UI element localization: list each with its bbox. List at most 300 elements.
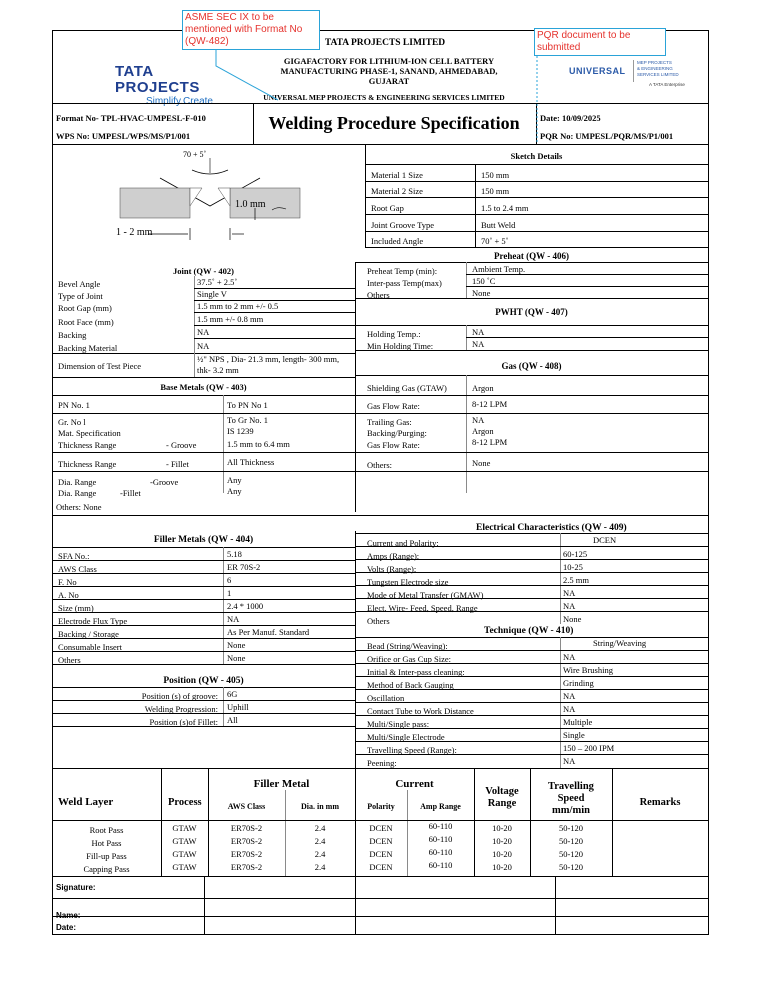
electrical-row-label: Amps (Range): bbox=[367, 551, 420, 561]
sketch-row-label: Material 1 Size bbox=[371, 170, 423, 180]
project-line-1: GIGAFACTORY FOR LITHIUM-ION CELL BATTERY bbox=[283, 56, 495, 66]
sketch-row-label: Material 2 Size bbox=[371, 186, 423, 196]
joint-row-line bbox=[194, 288, 355, 289]
signature-line bbox=[52, 898, 709, 899]
technique-row-label: Initial & Inter-pass cleaning: bbox=[367, 667, 465, 677]
joint-row-line bbox=[194, 338, 355, 339]
filler-row-line bbox=[52, 586, 355, 587]
electrical-top bbox=[355, 533, 709, 534]
signature-col-line bbox=[355, 876, 356, 934]
preheat-row-label: Inter-pass Temp(max) bbox=[367, 278, 442, 288]
technique-row-value: NA bbox=[563, 652, 576, 662]
col-polarity: Polarity bbox=[367, 802, 395, 811]
weld-row-aws: ER70S-2 bbox=[230, 849, 263, 859]
weld-row-layer: Capping Pass bbox=[83, 864, 130, 874]
filler-top bbox=[52, 547, 355, 548]
gas-row-line bbox=[355, 452, 709, 453]
electrical-row-value: 60-125 bbox=[563, 549, 588, 559]
pwht-row-value: NA bbox=[472, 339, 485, 349]
col-voltage-line-1: Voltage bbox=[485, 786, 519, 797]
position-top bbox=[52, 687, 355, 688]
gas-row-value: NA bbox=[472, 415, 485, 425]
technique-row-value: NA bbox=[563, 691, 576, 701]
position-row-line bbox=[52, 713, 355, 714]
electrical-row-line bbox=[355, 598, 709, 599]
weld-row-dia: 2.4 bbox=[314, 823, 326, 833]
joint-row-value: 1.5 mm +/- 0.8 mm bbox=[197, 314, 264, 324]
joint-row-line bbox=[194, 300, 355, 301]
header-divider-1 bbox=[52, 103, 709, 104]
joint-row-label: Root Face (mm) bbox=[58, 317, 114, 327]
electrical-row-value: 10-25 bbox=[563, 562, 583, 572]
section-1-bottom bbox=[52, 515, 709, 516]
electrical-row-label: Elect. Wire- Feed, Speed, Range bbox=[367, 603, 478, 613]
sketch-row-value: 1.5 to 2.4 mm bbox=[481, 203, 529, 213]
weld-row-layer: Hot Pass bbox=[91, 838, 122, 848]
pwht-row-label: Min Holding Time: bbox=[367, 341, 434, 351]
technique-row-value: NA bbox=[563, 704, 576, 714]
weld-row-dia: 2.4 bbox=[314, 836, 326, 846]
preheat-row-label: Others bbox=[367, 290, 390, 300]
base-row-line bbox=[52, 471, 355, 472]
weld-row-dia: 2.4 bbox=[314, 849, 326, 859]
sketch-row-value: 150 mm bbox=[481, 170, 510, 180]
company-name: TATA PROJECTS LIMITED bbox=[324, 38, 446, 48]
universal-logo-sub-2: & ENGINEERING bbox=[637, 66, 673, 71]
filler-row-line bbox=[52, 612, 355, 613]
asme-callout-line-2: mentioned with Format No bbox=[185, 24, 303, 35]
base-row-line bbox=[52, 452, 355, 453]
weld-row-aws: ER70S-2 bbox=[230, 823, 263, 833]
position-row-label: Position (s)of Fillet: bbox=[149, 717, 218, 727]
weld-row-polarity: DCEN bbox=[369, 823, 393, 833]
signature-col-line bbox=[555, 876, 556, 934]
filler-row-line bbox=[52, 560, 355, 561]
filler-row-value: 5.18 bbox=[227, 549, 242, 559]
universal-logo-sub-3: SERVICES LIMITED bbox=[637, 72, 679, 77]
weld-row-polarity: DCEN bbox=[369, 836, 393, 846]
joint-row-line bbox=[194, 325, 355, 326]
filler-row-value: 6 bbox=[227, 575, 232, 585]
document-title: Welding Procedure Specification bbox=[268, 113, 520, 133]
electrical-title: Electrical Characteristics (QW - 409) bbox=[476, 523, 627, 533]
gas-top bbox=[355, 375, 709, 376]
test-piece-value-2: thk- 3.2 mm bbox=[197, 365, 239, 375]
filler-row-value: NA bbox=[227, 614, 240, 624]
base-row-label: Dia. Range bbox=[58, 477, 97, 487]
base-row-line bbox=[52, 413, 355, 414]
weld-row-amps: 60-110 bbox=[428, 821, 453, 831]
base-row-value: All Thickness bbox=[227, 457, 275, 467]
technique-row-label: Peening: bbox=[367, 758, 397, 768]
preheat-divider bbox=[466, 262, 467, 298]
base-metals-title: Base Metals (QW - 403) bbox=[160, 382, 247, 392]
universal-logo-tagline: A TATA Enterprise bbox=[649, 82, 685, 87]
filler-title: Filler Metals (QW - 404) bbox=[153, 535, 254, 545]
universal-logo bbox=[569, 56, 694, 96]
sketch-row-line bbox=[365, 214, 709, 215]
position-row-line bbox=[52, 700, 355, 701]
preheat-top bbox=[355, 262, 709, 263]
electrical-row-line bbox=[355, 559, 709, 560]
weld-row-voltage: 10-20 bbox=[492, 823, 512, 833]
technique-row-label: Multi/Single pass: bbox=[367, 719, 430, 729]
joint-row-value: 1.5 mm to 2 mm +/- 0.5 bbox=[197, 301, 279, 311]
weld-row-aws: ER70S-2 bbox=[230, 862, 263, 872]
joint-row-label: Bevel Angle bbox=[58, 279, 101, 289]
technique-row-value: Grinding bbox=[563, 678, 594, 688]
asme-review-callout bbox=[182, 10, 320, 50]
col-travel-speed bbox=[530, 781, 612, 817]
electrical-row-line bbox=[355, 585, 709, 586]
pwht-title: PWHT (QW - 407) bbox=[495, 307, 568, 317]
filler-row-label: A. No bbox=[58, 590, 79, 600]
filler-row-line bbox=[52, 651, 355, 652]
universal-logo-sub bbox=[637, 60, 679, 78]
preheat-row-value: None bbox=[472, 288, 491, 298]
col-amp-range: Amp Range bbox=[420, 802, 461, 811]
gas-row-label: Shielding Gas (GTAW) bbox=[367, 383, 447, 393]
preheat-bottom bbox=[355, 298, 709, 299]
table-header-bottom bbox=[52, 820, 709, 821]
technique-row-line bbox=[355, 715, 709, 716]
weld-row-speed: 50-120 bbox=[558, 836, 584, 846]
technique-row-value: Multiple bbox=[563, 717, 593, 727]
middle-divider bbox=[355, 262, 356, 512]
technique-row-line bbox=[355, 754, 709, 755]
filler-row-label: SFA No.: bbox=[58, 551, 90, 561]
pqr-review-callout bbox=[534, 28, 666, 56]
electrical-row-value: NA bbox=[563, 601, 576, 611]
joint-row-value: 37.5˚ + 2.5˚ bbox=[197, 277, 238, 287]
joint-sketch bbox=[110, 148, 310, 243]
position-title: Position (QW - 405) bbox=[163, 676, 244, 686]
weld-row-layer: Root Pass bbox=[89, 825, 124, 835]
base-metals-top bbox=[52, 395, 355, 396]
base-row-sub: -Groove bbox=[150, 477, 179, 487]
weld-row-voltage: 10-20 bbox=[492, 836, 512, 846]
sketch-row-line bbox=[365, 231, 709, 232]
table-right-border bbox=[708, 768, 709, 935]
technique-row-label: Travelling Speed (Range): bbox=[367, 745, 457, 755]
base-row-label: Thickness Range bbox=[58, 459, 117, 469]
date-label: Date: bbox=[56, 923, 77, 932]
gas-divider bbox=[466, 375, 467, 493]
col-dia: Dia. in mm bbox=[301, 802, 339, 811]
electrical-row-value: None bbox=[563, 614, 582, 624]
col-current: Current bbox=[395, 778, 434, 790]
header-divider-2 bbox=[52, 144, 709, 145]
base-row-value: To Gr No. 1 bbox=[227, 415, 268, 425]
left-border-2 bbox=[52, 515, 53, 771]
joint-row-value: NA bbox=[197, 341, 210, 351]
sketch-details-title: Sketch Details bbox=[510, 151, 563, 161]
signature-label: Signature: bbox=[56, 883, 96, 892]
preheat-row-line bbox=[466, 274, 709, 275]
technique-row-value: NA bbox=[563, 756, 576, 766]
weld-row-aws: ER70S-2 bbox=[230, 836, 263, 846]
preheat-title: Preheat (QW - 406) bbox=[494, 251, 569, 261]
project-line-3: GUJARAT bbox=[368, 76, 410, 86]
gas-row-line bbox=[355, 395, 709, 396]
asme-callout-line-1: ASME SEC IX to be bbox=[185, 12, 274, 23]
joint-row-line bbox=[194, 312, 355, 313]
right-border-2 bbox=[708, 515, 709, 771]
preheat-row-value: Ambient Temp. bbox=[472, 264, 526, 274]
joint-row-value: Single V bbox=[197, 289, 227, 299]
col-voltage-line-2: Range bbox=[487, 798, 517, 809]
gas-title: Gas (QW - 408) bbox=[501, 361, 562, 371]
sketch-row-value: 150 mm bbox=[481, 186, 510, 196]
joint-bottom bbox=[52, 377, 355, 378]
weld-row-amps: 60-110 bbox=[428, 847, 453, 857]
position-row-line bbox=[52, 726, 355, 727]
gas-row-label: Others: bbox=[367, 460, 393, 470]
base-row-value: Any bbox=[227, 486, 242, 496]
technique-row-label: Orifice or Gas Cup Size: bbox=[367, 654, 452, 664]
technique-row-label: Contact Tube to Work Distance bbox=[367, 706, 474, 716]
table-col-line bbox=[161, 768, 162, 876]
technique-row-label: Multi/Single Electrode bbox=[367, 732, 445, 742]
electrical-row-label: Current and Polarity: bbox=[367, 538, 439, 548]
technique-row-line bbox=[355, 650, 709, 651]
base-row-value: To PN No 1 bbox=[227, 400, 268, 410]
test-piece-value-1: ½" NPS , Dia- 21.3 mm, length- 300 mm, bbox=[197, 354, 340, 364]
joint-row-label: Root Gap (mm) bbox=[58, 303, 112, 313]
filler-divider bbox=[223, 547, 224, 665]
technique-row-value: Wire Brushing bbox=[563, 665, 613, 675]
preheat-row-value: 150 ˚C bbox=[472, 276, 496, 286]
weld-row-speed: 50-120 bbox=[558, 849, 584, 859]
filler-row-label: Others bbox=[58, 655, 81, 665]
gas-row-line bbox=[355, 471, 709, 472]
filler-row-value: As Per Manuf. Standard bbox=[227, 627, 310, 637]
filler-row-label: F. No bbox=[58, 577, 77, 587]
col-process: Process bbox=[168, 797, 202, 808]
joint-row-value: NA bbox=[197, 327, 210, 337]
weld-row-process: GTAW bbox=[172, 823, 197, 833]
base-row-label: Thickness Range bbox=[58, 440, 117, 450]
technique-title: Technique (QW - 410) bbox=[484, 626, 574, 636]
weld-row-polarity: DCEN bbox=[369, 849, 393, 859]
table-rows-bottom bbox=[52, 876, 709, 877]
filler-row-label: Consumable Insert bbox=[58, 642, 122, 652]
name-label: Name: bbox=[56, 911, 81, 920]
joint-row-label: Backing bbox=[58, 330, 87, 340]
test-piece-divider bbox=[194, 353, 195, 377]
technique-row-label: Method of Back Gauging bbox=[367, 680, 454, 690]
filler-row-value: None bbox=[227, 653, 246, 663]
filler-row-value: None bbox=[227, 640, 246, 650]
electrical-row-label: Tungsten Electrode size bbox=[367, 577, 449, 587]
universal-logo-sub-1: MEP PROJECTS bbox=[637, 60, 672, 65]
electrical-row-line bbox=[355, 546, 709, 547]
table-col-line bbox=[474, 768, 475, 876]
filler-row-value: 1 bbox=[227, 588, 232, 598]
position-divider bbox=[223, 687, 224, 726]
base-row-label: Gr. No l bbox=[58, 417, 86, 427]
gas-row-label: Gas Flow Rate: bbox=[367, 401, 420, 411]
pqr-callout-leader bbox=[536, 56, 566, 146]
position-row-label: Position (s) of groove: bbox=[141, 691, 218, 701]
table-col-line bbox=[612, 768, 613, 876]
technique-row-value: 150 – 200 IPM bbox=[563, 743, 615, 753]
col-aws-class: AWS Class bbox=[227, 802, 266, 811]
joint-title: Joint (QW - 402) bbox=[173, 266, 234, 276]
sketch-row-label: Joint Groove Type bbox=[371, 220, 434, 230]
technique-top bbox=[355, 637, 709, 638]
middle-divider-2 bbox=[355, 531, 356, 771]
sketch-row-label: Included Angle bbox=[371, 236, 424, 246]
pqr-callout-line-2: submitted bbox=[537, 42, 581, 53]
pwht-top bbox=[355, 325, 709, 326]
project-line-2: MANUFACTURING PHASE-1, SANAND, AHMEDABAD, bbox=[280, 66, 498, 76]
weld-row-polarity: DCEN bbox=[369, 862, 393, 872]
position-row-label: Welding Progression: bbox=[144, 704, 218, 714]
filler-row-value: 2.4 * 1000 bbox=[227, 601, 264, 611]
signature-col-line bbox=[204, 876, 205, 934]
gas-row-label: Gas Flow Rate: bbox=[367, 440, 420, 450]
base-metals-divider bbox=[223, 395, 224, 493]
document-date: Date: 10/09/2025 bbox=[540, 113, 601, 123]
gas-row-label: Backing/Purging: bbox=[367, 428, 427, 438]
sketch-face-label: 1.0 mm bbox=[235, 199, 266, 210]
sketch-row-line bbox=[365, 181, 709, 182]
weld-row-speed: 50-120 bbox=[558, 823, 584, 833]
weld-row-speed: 50-120 bbox=[558, 862, 584, 872]
format-no: Format No- TPL-HVAC-UMPESL-F-010 bbox=[56, 113, 206, 123]
base-row-sub: - Groove bbox=[166, 440, 197, 450]
pwht-row-value: NA bbox=[472, 327, 485, 337]
sketch-row-line bbox=[365, 164, 709, 165]
date-line bbox=[52, 934, 709, 935]
logo-tagline: Simplify.Create bbox=[145, 96, 213, 107]
gas-row-value: Argon bbox=[472, 426, 494, 436]
col-filler-metal: Filler Metal bbox=[253, 778, 310, 790]
technique-row-label: Oscillation bbox=[367, 693, 405, 703]
asme-callout-line-3: (QW-482) bbox=[185, 36, 229, 47]
technique-row-value: String/Weaving bbox=[593, 638, 647, 648]
electrical-row-label: Others bbox=[367, 616, 390, 626]
gas-row-line bbox=[355, 413, 709, 414]
col-voltage bbox=[474, 786, 530, 810]
technique-row-line bbox=[355, 676, 709, 677]
position-row-value: All bbox=[227, 715, 238, 725]
weld-row-amps: 60-110 bbox=[428, 834, 453, 844]
weld-row-voltage: 10-20 bbox=[492, 862, 512, 872]
filler-row-label: Backing / Storage bbox=[58, 629, 119, 639]
sketch-gap-label: 1 - 2 mm bbox=[116, 227, 153, 238]
sketch-row-line bbox=[365, 247, 709, 248]
filler-row-line bbox=[52, 664, 355, 665]
filler-row-label: Electrode Flux Type bbox=[58, 616, 128, 626]
technique-row-line bbox=[355, 741, 709, 742]
col-travel-line-1: Travelling bbox=[548, 781, 594, 792]
sketch-row-value: Butt Weld bbox=[481, 220, 516, 230]
pqr-no: PQR No: UMPESL/PQR/MS/P1/001 bbox=[540, 131, 674, 141]
base-others: Others: None bbox=[56, 502, 102, 512]
preheat-row-line bbox=[466, 286, 709, 287]
gas-row-value: 8-12 LPM bbox=[472, 437, 508, 447]
col-remarks: Remarks bbox=[639, 797, 681, 808]
joint-row-label: Backing Material bbox=[58, 343, 118, 353]
filler-row-line bbox=[52, 638, 355, 639]
electrical-row-value: NA bbox=[563, 588, 576, 598]
sketch-row-value: 70˚ + 5˚ bbox=[481, 236, 509, 246]
electrical-row-label: Mode of Metal Transfer (GMAW) bbox=[367, 590, 484, 600]
position-row-value: 6G bbox=[227, 689, 238, 699]
col-travel-line-3: mm/min bbox=[552, 805, 590, 816]
sketch-row-line bbox=[365, 197, 709, 198]
weld-row-process: GTAW bbox=[172, 836, 197, 846]
technique-row-line bbox=[355, 663, 709, 664]
sketch-row-label: Root Gap bbox=[371, 203, 404, 213]
base-row-value: Any bbox=[227, 475, 242, 485]
weld-row-amps: 60-110 bbox=[428, 860, 453, 870]
wps-no: WPS No: UMPESL/WPS/MS/P1/001 bbox=[56, 131, 191, 141]
universal-logo-text: UNIVERSAL bbox=[569, 66, 626, 76]
asme-callout-leader bbox=[214, 50, 284, 106]
technique-row-line bbox=[355, 689, 709, 690]
base-row-label: Mat. Specification bbox=[58, 428, 121, 438]
section-2-bottom bbox=[52, 768, 709, 769]
name-line bbox=[52, 916, 709, 917]
gas-row-value: None bbox=[472, 458, 491, 468]
pwht-bottom bbox=[355, 350, 709, 351]
base-row-sub: -Fillet bbox=[120, 488, 141, 498]
joint-row-label: Type of Joint bbox=[58, 291, 103, 301]
gas-row-label: Trailing Gas: bbox=[367, 417, 412, 427]
base-row-value: IS 1239 bbox=[227, 426, 254, 436]
electrical-row-line bbox=[355, 572, 709, 573]
weld-row-dia: 2.4 bbox=[314, 862, 326, 872]
sketch-details-mid bbox=[475, 164, 476, 248]
col-weld-layer: Weld Layer bbox=[58, 796, 114, 808]
technique-row-line bbox=[355, 702, 709, 703]
logo-main-text: TATA PROJECTS bbox=[115, 63, 200, 96]
filler-row-value: ER 70S-2 bbox=[227, 562, 261, 572]
electrical-row-label: Volts (Range): bbox=[367, 564, 417, 574]
universal-logo-divider bbox=[633, 60, 634, 82]
filler-row-line bbox=[52, 625, 355, 626]
filler-row-label: Size (mm) bbox=[58, 603, 94, 613]
filler-row-line bbox=[52, 599, 355, 600]
preheat-row-label: Preheat Temp (min): bbox=[367, 266, 438, 276]
base-row-label: PN No. 1 bbox=[58, 400, 90, 410]
weld-row-layer: Fill-up Pass bbox=[86, 851, 127, 861]
pwht-row-line bbox=[466, 337, 709, 338]
position-row-value: Uphill bbox=[227, 702, 249, 712]
weld-row-process: GTAW bbox=[172, 849, 197, 859]
technique-row-label: Bead (String/Weaving): bbox=[367, 641, 448, 651]
weld-row-voltage: 10-20 bbox=[492, 849, 512, 859]
electrical-row-value: 2.5 mm bbox=[563, 575, 589, 585]
filler-row-line bbox=[52, 573, 355, 574]
gas-row-value: 8-12 LPM bbox=[472, 399, 508, 409]
header-title-left bbox=[253, 103, 254, 145]
sketch-angle-label: 70 + 5˚ bbox=[183, 150, 207, 159]
base-row-label: Dia. Range bbox=[58, 488, 97, 498]
project-name bbox=[250, 56, 528, 86]
weld-row-process: GTAW bbox=[172, 862, 197, 872]
gas-row-value: Argon bbox=[472, 383, 494, 393]
technique-row-line bbox=[355, 728, 709, 729]
base-row-value: 1.5 mm to 6.4 mm bbox=[227, 439, 290, 449]
col-travel-line-2: Speed bbox=[557, 793, 585, 804]
test-piece-label: Dimension of Test Piece bbox=[58, 361, 142, 371]
electrical-row-value: DCEN bbox=[593, 535, 617, 545]
filler-row-label: AWS Class bbox=[58, 564, 97, 574]
